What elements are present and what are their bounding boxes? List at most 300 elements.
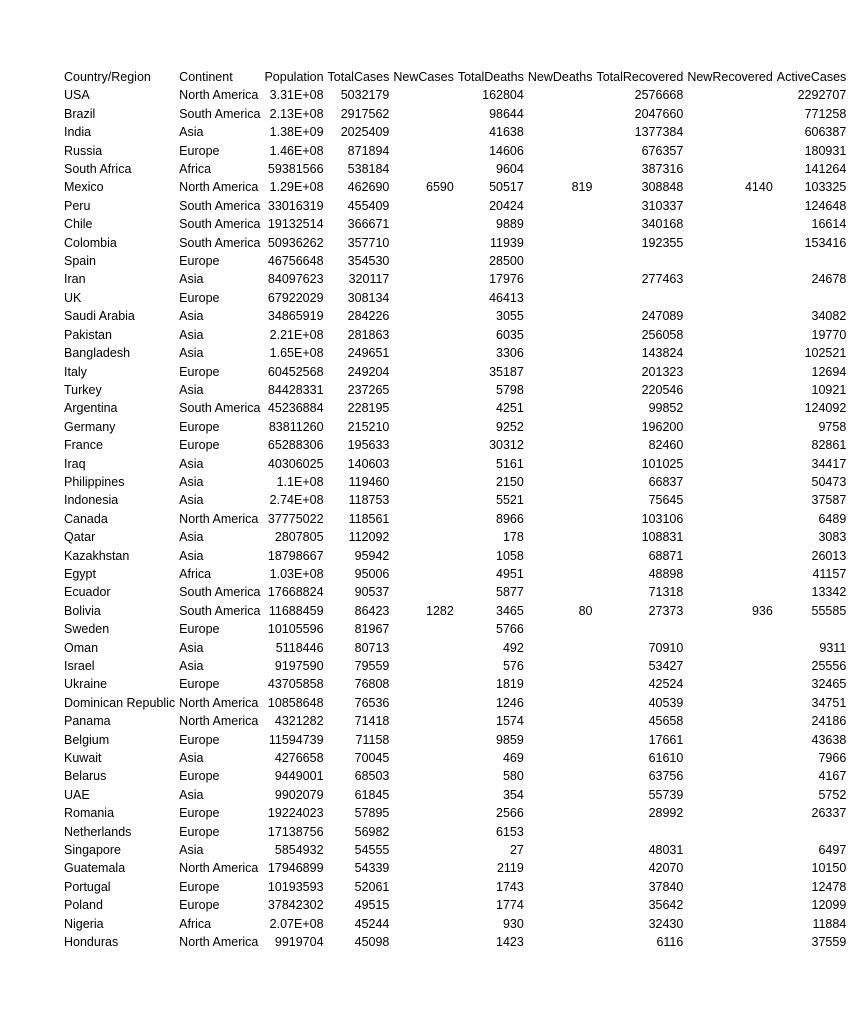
table-cell[interactable]: 162804 xyxy=(482,88,524,103)
table-cell[interactable]: 17668824 xyxy=(267,585,324,600)
table-cell[interactable]: 1743 xyxy=(496,879,524,894)
table-cell[interactable]: 28500 xyxy=(489,254,524,269)
table-cell[interactable]: 101025 xyxy=(641,456,684,471)
table-cell[interactable] xyxy=(526,381,595,399)
column-header[interactable]: ActiveCases xyxy=(776,70,847,84)
table-cell[interactable]: 48031 xyxy=(648,843,684,858)
table-cell[interactable]: 1574 xyxy=(496,714,524,729)
table-cell[interactable] xyxy=(526,142,595,160)
table-cell[interactable]: 462690 xyxy=(347,180,390,195)
table-cell[interactable]: 819 xyxy=(571,180,593,195)
table-cell[interactable] xyxy=(685,381,774,399)
table-cell[interactable]: 81967 xyxy=(354,622,390,637)
table-cell[interactable]: 1.46E+08 xyxy=(269,143,324,158)
table-cell[interactable]: 1.38E+09 xyxy=(269,125,324,140)
table-cell[interactable]: 249204 xyxy=(347,364,390,379)
table-cell[interactable]: South America xyxy=(179,217,261,232)
table-cell[interactable]: 6489 xyxy=(818,511,847,526)
table-cell[interactable]: 538184 xyxy=(347,162,390,177)
table-cell[interactable]: South America xyxy=(179,401,261,416)
table-cell[interactable]: 310337 xyxy=(641,198,684,213)
table-cell[interactable]: 24186 xyxy=(811,714,847,729)
table-cell[interactable]: 256058 xyxy=(641,327,684,342)
table-cell[interactable]: 277463 xyxy=(641,272,684,287)
table-cell[interactable]: Turkey xyxy=(64,382,102,397)
table-cell[interactable]: 68503 xyxy=(354,769,390,784)
table-cell[interactable] xyxy=(526,326,595,344)
table-cell[interactable]: 20424 xyxy=(489,198,524,213)
table-cell[interactable]: 118753 xyxy=(348,493,390,508)
table-cell[interactable]: 9252 xyxy=(496,419,524,434)
table-cell[interactable] xyxy=(391,105,455,123)
table-cell[interactable] xyxy=(775,289,848,307)
table-cell[interactable]: 19224023 xyxy=(267,806,324,821)
table-cell[interactable]: 32430 xyxy=(648,916,684,931)
table-cell[interactable]: Honduras xyxy=(64,935,119,950)
table-cell[interactable] xyxy=(391,418,455,436)
table-cell[interactable] xyxy=(775,823,848,841)
table-cell[interactable]: Germany xyxy=(64,419,116,434)
table-cell[interactable]: 53427 xyxy=(648,659,684,673)
table-cell[interactable] xyxy=(526,436,595,454)
table-cell[interactable]: Colombia xyxy=(64,235,117,250)
table-cell[interactable]: 76536 xyxy=(354,695,390,710)
table-cell[interactable]: 49515 xyxy=(354,898,390,913)
table-cell[interactable] xyxy=(391,197,455,215)
table-cell[interactable]: 5161 xyxy=(496,456,524,471)
table-cell[interactable]: 9889 xyxy=(496,217,524,232)
table-cell[interactable]: 2.13E+08 xyxy=(269,106,324,121)
table-cell[interactable]: Africa xyxy=(179,566,212,581)
table-cell[interactable]: 32465 xyxy=(811,677,847,692)
table-cell[interactable]: Russia xyxy=(64,143,103,158)
table-cell[interactable]: 576 xyxy=(502,659,524,673)
table-cell[interactable]: 308848 xyxy=(641,180,684,195)
table-cell[interactable] xyxy=(391,639,455,657)
table-cell[interactable]: 5854932 xyxy=(274,843,324,858)
table-cell[interactable]: 606387 xyxy=(804,125,847,140)
table-cell[interactable]: 180931 xyxy=(804,143,847,158)
table-cell[interactable]: South America xyxy=(179,235,261,250)
table-cell[interactable]: 66837 xyxy=(648,474,684,489)
table-cell[interactable]: 9859 xyxy=(496,732,524,747)
table-cell[interactable]: Asia xyxy=(179,530,204,545)
table-cell[interactable] xyxy=(391,326,455,344)
table-cell[interactable]: 492 xyxy=(502,640,524,655)
table-cell[interactable]: Brazil xyxy=(64,106,96,121)
table-cell[interactable] xyxy=(526,455,595,473)
table-cell[interactable] xyxy=(391,767,455,785)
table-cell[interactable] xyxy=(391,731,455,749)
table-cell[interactable]: 103106 xyxy=(641,511,684,526)
table-cell[interactable] xyxy=(526,896,595,914)
table-cell[interactable]: 2566 xyxy=(496,806,524,821)
table-cell[interactable]: 40539 xyxy=(648,695,684,710)
table-cell[interactable] xyxy=(526,307,595,325)
table-cell[interactable]: North America xyxy=(179,695,259,710)
table-cell[interactable]: North America xyxy=(179,511,259,526)
table-cell[interactable]: 4276658 xyxy=(274,751,324,766)
table-cell[interactable] xyxy=(685,160,774,178)
table-cell[interactable]: 25556 xyxy=(811,659,847,673)
table-cell[interactable] xyxy=(685,565,774,583)
table-cell[interactable]: 45236884 xyxy=(267,401,324,416)
table-cell[interactable]: 17976 xyxy=(489,272,524,287)
table-cell[interactable]: 10858648 xyxy=(267,695,324,710)
table-cell[interactable]: 9604 xyxy=(496,162,524,177)
table-cell[interactable]: 5521 xyxy=(496,493,524,508)
table-cell[interactable]: Iraq xyxy=(64,456,86,471)
table-cell[interactable]: Dominican Republic xyxy=(64,695,176,710)
table-cell[interactable]: North America xyxy=(179,714,259,729)
table-cell[interactable] xyxy=(526,841,595,859)
table-cell[interactable] xyxy=(526,878,595,896)
table-cell[interactable]: 35642 xyxy=(648,898,684,913)
table-cell[interactable]: Asia xyxy=(179,548,204,563)
table-cell[interactable]: 3055 xyxy=(496,309,524,324)
table-cell[interactable]: 9902079 xyxy=(274,787,324,802)
table-cell[interactable]: 930 xyxy=(502,916,524,931)
table-cell[interactable]: 1.03E+08 xyxy=(269,566,324,581)
table-cell[interactable] xyxy=(526,123,595,141)
table-cell[interactable]: 46756648 xyxy=(267,254,324,269)
table-cell[interactable] xyxy=(391,307,455,325)
table-cell[interactable] xyxy=(391,712,455,730)
table-cell[interactable]: 40306025 xyxy=(267,456,324,471)
table-cell[interactable]: 141264 xyxy=(804,162,847,177)
table-cell[interactable] xyxy=(775,252,848,270)
table-cell[interactable]: Kazakhstan xyxy=(64,548,130,563)
table-cell[interactable]: North America xyxy=(179,861,259,876)
table-cell[interactable]: 108831 xyxy=(641,530,684,545)
table-cell[interactable]: 5798 xyxy=(496,382,524,397)
table-cell[interactable]: Guatemala xyxy=(64,861,126,876)
column-header[interactable]: NewRecovered xyxy=(687,70,773,84)
table-cell[interactable] xyxy=(685,491,774,509)
table-cell[interactable]: 4251 xyxy=(496,401,524,416)
table-cell[interactable]: 354 xyxy=(502,787,524,802)
table-cell[interactable]: Egypt xyxy=(64,566,96,581)
table-cell[interactable]: India xyxy=(64,125,92,140)
table-cell[interactable] xyxy=(685,197,774,215)
table-cell[interactable] xyxy=(391,289,455,307)
table-cell[interactable]: 140603 xyxy=(347,456,390,471)
table-cell[interactable]: Europe xyxy=(179,898,220,913)
table-cell[interactable] xyxy=(391,749,455,767)
table-cell[interactable]: 35187 xyxy=(489,364,524,379)
table-cell[interactable]: 8966 xyxy=(496,511,524,526)
table-cell[interactable]: Ecuador xyxy=(64,585,111,600)
table-cell[interactable]: 1246 xyxy=(496,695,524,710)
table-cell[interactable]: 65288306 xyxy=(267,438,324,453)
table-cell[interactable]: 95006 xyxy=(354,566,390,581)
table-cell[interactable]: 45098 xyxy=(354,935,390,950)
table-cell[interactable]: 26337 xyxy=(811,806,847,821)
table-cell[interactable]: Asia xyxy=(179,456,204,471)
table-cell[interactable] xyxy=(685,731,774,749)
table-cell[interactable] xyxy=(685,823,774,841)
table-cell[interactable]: 6153 xyxy=(496,824,524,839)
table-cell[interactable]: 192355 xyxy=(641,235,684,250)
table-cell[interactable]: 9197590 xyxy=(274,659,324,673)
table-cell[interactable] xyxy=(526,694,595,712)
table-cell[interactable] xyxy=(594,252,685,270)
table-cell[interactable]: 2.21E+08 xyxy=(269,327,324,342)
table-cell[interactable]: Bolivia xyxy=(64,603,101,618)
table-cell[interactable]: Portugal xyxy=(64,879,111,894)
table-cell[interactable]: 308134 xyxy=(347,290,390,305)
table-cell[interactable]: 70910 xyxy=(648,640,684,655)
table-cell[interactable]: Sweden xyxy=(64,622,110,637)
table-cell[interactable]: 12694 xyxy=(811,364,847,379)
table-cell[interactable] xyxy=(526,712,595,730)
table-cell[interactable]: Asia xyxy=(179,327,204,342)
table-cell[interactable]: 3306 xyxy=(496,346,524,361)
table-cell[interactable]: 71318 xyxy=(648,585,684,600)
table-cell[interactable] xyxy=(685,473,774,491)
table-cell[interactable]: 42070 xyxy=(648,861,684,876)
table-cell[interactable]: 9758 xyxy=(818,419,847,434)
table-cell[interactable]: Europe xyxy=(179,732,220,747)
table-cell[interactable] xyxy=(391,841,455,859)
table-cell[interactable]: 4951 xyxy=(496,566,524,581)
table-cell[interactable]: 5752 xyxy=(818,787,847,802)
table-cell[interactable]: 41638 xyxy=(489,125,524,140)
table-cell[interactable] xyxy=(391,657,455,675)
table-cell[interactable] xyxy=(685,215,774,233)
table-cell[interactable]: 340168 xyxy=(641,217,684,232)
table-cell[interactable]: 9449001 xyxy=(274,769,324,784)
table-cell[interactable]: South America xyxy=(179,198,261,213)
table-cell[interactable] xyxy=(526,639,595,657)
table-cell[interactable]: 2292707 xyxy=(797,88,847,103)
table-cell[interactable]: 871894 xyxy=(347,143,390,158)
table-cell[interactable]: 195633 xyxy=(347,438,390,453)
table-cell[interactable]: 469 xyxy=(502,751,524,766)
table-cell[interactable] xyxy=(526,786,595,804)
table-cell[interactable]: North America xyxy=(179,180,259,195)
table-cell[interactable]: 1774 xyxy=(496,898,524,913)
table-cell[interactable] xyxy=(526,215,595,233)
table-cell[interactable]: 220546 xyxy=(641,382,684,397)
table-cell[interactable]: 54339 xyxy=(354,861,390,876)
table-cell[interactable] xyxy=(685,142,774,160)
table-cell[interactable]: Mexico xyxy=(64,180,104,195)
table-cell[interactable]: 27 xyxy=(509,843,524,858)
table-cell[interactable] xyxy=(685,620,774,638)
table-cell[interactable]: 52061 xyxy=(354,879,390,894)
table-cell[interactable]: 366671 xyxy=(347,217,390,232)
table-cell[interactable]: 249651 xyxy=(347,346,390,361)
table-cell[interactable] xyxy=(391,381,455,399)
table-cell[interactable]: 2.07E+08 xyxy=(269,916,324,931)
table-cell[interactable] xyxy=(685,859,774,877)
table-cell[interactable]: Europe xyxy=(179,290,220,305)
table-cell[interactable]: South America xyxy=(179,585,261,600)
table-cell[interactable]: 387316 xyxy=(641,162,684,177)
table-cell[interactable] xyxy=(391,565,455,583)
table-cell[interactable]: Asia xyxy=(179,659,204,673)
table-cell[interactable]: 3.31E+08 xyxy=(269,88,324,103)
table-cell[interactable]: Asia xyxy=(179,125,204,140)
table-cell[interactable]: 84428331 xyxy=(267,382,324,397)
table-cell[interactable]: 45244 xyxy=(354,916,390,931)
table-cell[interactable] xyxy=(526,510,595,528)
table-cell[interactable]: Nigeria xyxy=(64,916,104,931)
table-cell[interactable] xyxy=(391,547,455,565)
table-cell[interactable] xyxy=(685,786,774,804)
table-cell[interactable]: 1423 xyxy=(496,935,524,950)
table-cell[interactable]: 1.1E+08 xyxy=(276,474,324,489)
table-cell[interactable]: 60452568 xyxy=(267,364,324,379)
table-cell[interactable] xyxy=(685,436,774,454)
table-cell[interactable]: 112092 xyxy=(348,530,390,545)
table-cell[interactable]: Bangladesh xyxy=(64,346,131,361)
table-cell[interactable]: 27373 xyxy=(648,603,684,618)
table-cell[interactable]: Europe xyxy=(179,419,220,434)
table-cell[interactable]: 83811260 xyxy=(268,419,324,434)
table-cell[interactable] xyxy=(685,289,774,307)
table-cell[interactable]: 37842302 xyxy=(267,898,324,913)
table-cell[interactable] xyxy=(685,86,774,104)
table-cell[interactable] xyxy=(391,915,455,933)
table-cell[interactable]: 41157 xyxy=(812,566,847,581)
table-cell[interactable] xyxy=(391,804,455,822)
table-cell[interactable] xyxy=(685,510,774,528)
table-cell[interactable] xyxy=(685,399,774,417)
table-cell[interactable] xyxy=(526,86,595,104)
table-cell[interactable]: 50473 xyxy=(811,474,847,489)
table-cell[interactable]: 55585 xyxy=(811,603,847,618)
table-cell[interactable]: 63756 xyxy=(648,769,684,784)
table-cell[interactable] xyxy=(526,289,595,307)
table-cell[interactable] xyxy=(526,767,595,785)
table-cell[interactable]: 11939 xyxy=(490,235,524,250)
table-cell[interactable] xyxy=(391,859,455,877)
table-cell[interactable] xyxy=(685,105,774,123)
table-cell[interactable]: 2917562 xyxy=(340,106,390,121)
table-cell[interactable]: Peru xyxy=(64,198,91,213)
table-cell[interactable]: Europe xyxy=(179,677,220,692)
table-cell[interactable] xyxy=(685,657,774,675)
table-cell[interactable]: 79559 xyxy=(354,659,390,673)
table-cell[interactable] xyxy=(391,473,455,491)
table-cell[interactable]: 56982 xyxy=(354,824,390,839)
table-cell[interactable]: 2025409 xyxy=(340,125,390,140)
table-cell[interactable]: 11884 xyxy=(812,916,847,931)
table-cell[interactable]: 1.29E+08 xyxy=(269,180,324,195)
table-cell[interactable]: Spain xyxy=(64,254,96,269)
table-cell[interactable] xyxy=(391,455,455,473)
table-cell[interactable]: 90537 xyxy=(354,585,390,600)
table-cell[interactable]: Europe xyxy=(179,254,220,269)
table-cell[interactable] xyxy=(685,344,774,362)
table-cell[interactable] xyxy=(391,399,455,417)
table-cell[interactable]: 80713 xyxy=(354,640,390,655)
table-cell[interactable]: 59381566 xyxy=(267,162,324,177)
table-cell[interactable]: 5877 xyxy=(496,585,524,600)
table-cell[interactable] xyxy=(685,528,774,546)
table-cell[interactable]: Panama xyxy=(64,714,111,729)
table-cell[interactable]: 28992 xyxy=(648,806,684,821)
table-cell[interactable]: 17946899 xyxy=(267,861,324,876)
table-cell[interactable] xyxy=(685,234,774,252)
table-cell[interactable]: 1058 xyxy=(496,548,524,563)
table-cell[interactable] xyxy=(526,399,595,417)
table-cell[interactable]: 11594739 xyxy=(268,732,324,747)
table-cell[interactable]: 34865919 xyxy=(267,309,324,324)
table-cell[interactable]: 201323 xyxy=(641,364,684,379)
table-cell[interactable] xyxy=(526,491,595,509)
table-cell[interactable]: Europe xyxy=(179,622,220,637)
table-cell[interactable]: Europe xyxy=(179,143,220,158)
table-cell[interactable] xyxy=(685,675,774,693)
table-cell[interactable]: 124648 xyxy=(804,198,847,213)
table-cell[interactable]: Saudi Arabia xyxy=(64,309,135,324)
table-cell[interactable]: 2576668 xyxy=(634,88,684,103)
table-cell[interactable]: Asia xyxy=(179,272,204,287)
table-cell[interactable] xyxy=(391,215,455,233)
table-cell[interactable]: Europe xyxy=(179,769,220,784)
table-cell[interactable]: 6497 xyxy=(818,843,847,858)
table-cell[interactable]: 1819 xyxy=(496,677,524,692)
table-cell[interactable]: 37775022 xyxy=(267,511,324,526)
table-cell[interactable]: Pakistan xyxy=(64,327,112,342)
table-cell[interactable]: Europe xyxy=(179,364,220,379)
table-cell[interactable]: 178 xyxy=(502,530,524,545)
table-cell[interactable]: 6035 xyxy=(496,327,524,342)
table-cell[interactable] xyxy=(526,804,595,822)
table-cell[interactable]: 103325 xyxy=(804,180,847,195)
table-cell[interactable]: 237265 xyxy=(347,382,390,397)
table-cell[interactable]: Chile xyxy=(64,217,93,232)
table-cell[interactable]: Europe xyxy=(179,824,220,839)
table-cell[interactable]: 12099 xyxy=(811,898,847,913)
table-cell[interactable]: Romania xyxy=(64,806,115,821)
table-cell[interactable]: 43638 xyxy=(811,732,847,747)
table-cell[interactable] xyxy=(685,123,774,141)
table-cell[interactable] xyxy=(526,749,595,767)
table-cell[interactable]: Asia xyxy=(179,493,204,508)
table-cell[interactable]: 3465 xyxy=(496,603,524,618)
table-cell[interactable]: 75645 xyxy=(648,493,684,508)
table-cell[interactable]: 37840 xyxy=(648,879,684,894)
table-cell[interactable]: 14606 xyxy=(489,143,524,158)
table-cell[interactable]: 82460 xyxy=(648,438,684,453)
table-cell[interactable]: 247089 xyxy=(641,309,684,324)
table-cell[interactable] xyxy=(391,234,455,252)
table-cell[interactable]: 4167 xyxy=(818,769,847,784)
table-cell[interactable] xyxy=(391,491,455,509)
table-cell[interactable]: 68871 xyxy=(648,548,684,563)
table-cell[interactable]: 676357 xyxy=(641,143,684,158)
table-cell[interactable] xyxy=(685,767,774,785)
table-cell[interactable] xyxy=(685,326,774,344)
table-cell[interactable]: 42524 xyxy=(648,677,684,692)
table-cell[interactable]: 61845 xyxy=(354,787,390,802)
table-cell[interactable]: 76808 xyxy=(354,677,390,692)
table-cell[interactable]: 13342 xyxy=(811,585,847,600)
table-cell[interactable]: 55739 xyxy=(648,787,684,802)
table-cell[interactable]: 16614 xyxy=(811,217,847,232)
table-cell[interactable]: Philippines xyxy=(64,474,125,489)
table-cell[interactable]: Poland xyxy=(64,898,103,913)
table-cell[interactable]: 84097623 xyxy=(267,272,324,287)
table-cell[interactable] xyxy=(685,418,774,436)
table-cell[interactable] xyxy=(685,583,774,601)
table-cell[interactable]: Europe xyxy=(179,879,220,894)
table-cell[interactable]: 17661 xyxy=(648,732,684,747)
